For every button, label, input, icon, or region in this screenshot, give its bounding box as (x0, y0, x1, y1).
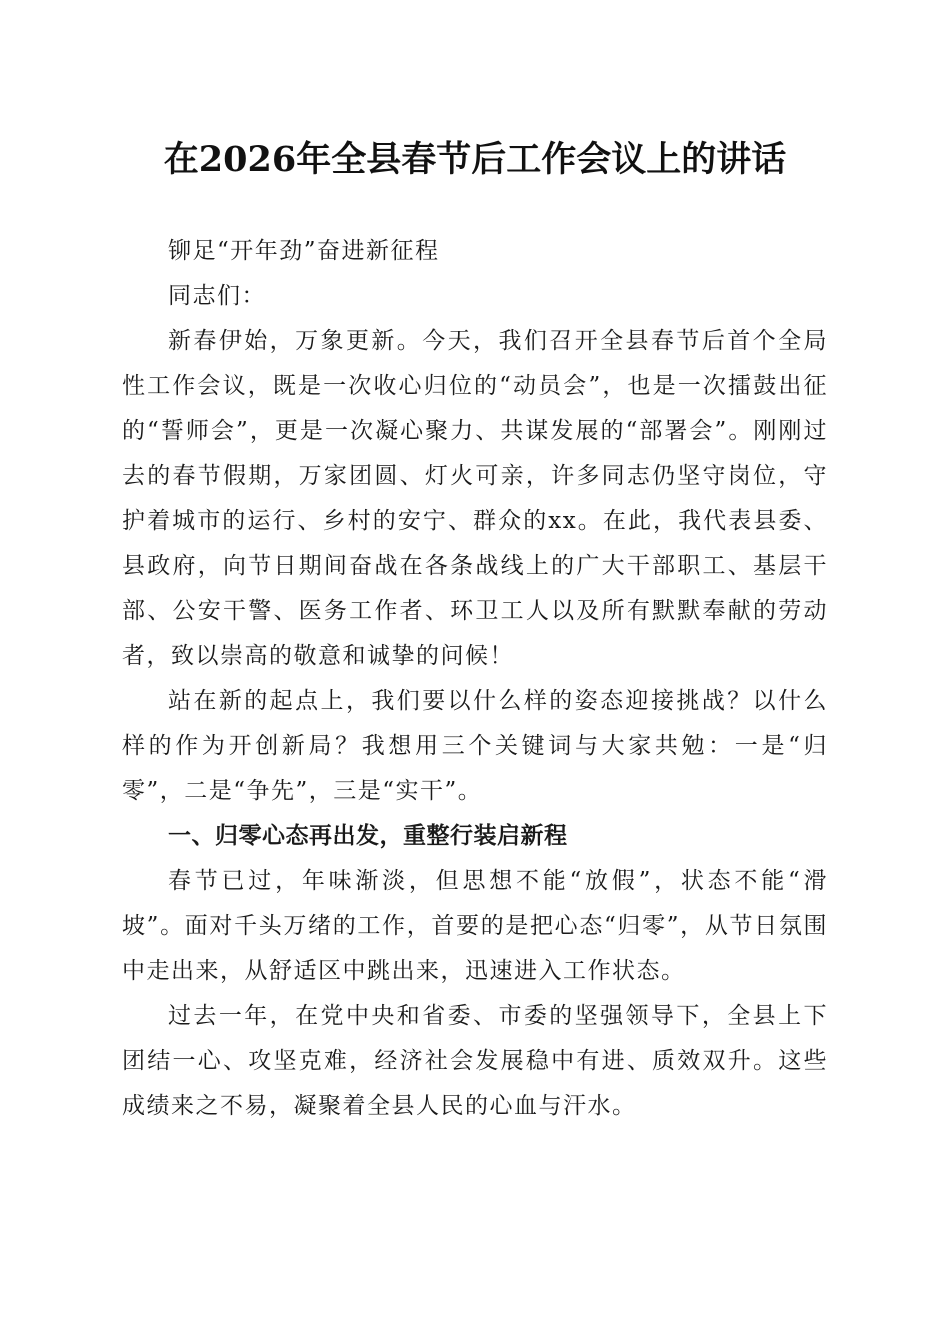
document-body (122, 229, 828, 1129)
section-heading: 一、归零心态再出发，重整行装启新程 (168, 823, 568, 849)
paragraph-keywords: 站在新的起点上，我们要以什么样的姿态迎接挑战？以什么样的作为开创新局？我想用三个关键词与大家共勉：一是“归零”，二是“争先”，三是“实干”。 (122, 688, 828, 804)
paragraph-section1-1: 春节已过，年味渐淡，但思想不能“放假”，状态不能“滑坡”。面对千头万绪的工作，首要的是把心态“归零”，从节日氛围中走出来，从舒适区中跳出来，迅速进入工作状态。 (122, 868, 828, 984)
paragraph-opening: 新春伊始，万象更新。今天，我们召开全县春节后首个全局性工作会议，既是一次收心归位的“动员会”，也是一次擂鼓出征的“誓师会”，更是一次凝心聚力、共谋发展的“部署会”。刚刚过去的春节假期，万家团圆、灯火可亲，许多同志仍坚守岗位，守护着城市的运行、乡村的安宁、群众的xx。在此，我代表县委、县政府，向节日期间奋战在各条战线上的广大干部职工、基层干部、公安干警、医务工作者、环卫工人以及所有默默奉献的劳动者，致以崇高的敬意和诚挚的问候！ (122, 328, 828, 669)
salutation: 同志们： (168, 283, 266, 309)
document-subtitle: 铆足“开年劲”奋进新征程 (168, 238, 440, 264)
paragraph-section1-2: 过去一年，在党中央和省委、市委的坚强领导下，全县上下团结一心、攻坚克难，经济社会发展稳中有进、质效双升。这些成绩来之不易，凝聚着全县人民的心血与汗水。 (122, 1003, 828, 1119)
document-title: 在2026年全县春节后工作会议上的讲话 (163, 139, 787, 180)
